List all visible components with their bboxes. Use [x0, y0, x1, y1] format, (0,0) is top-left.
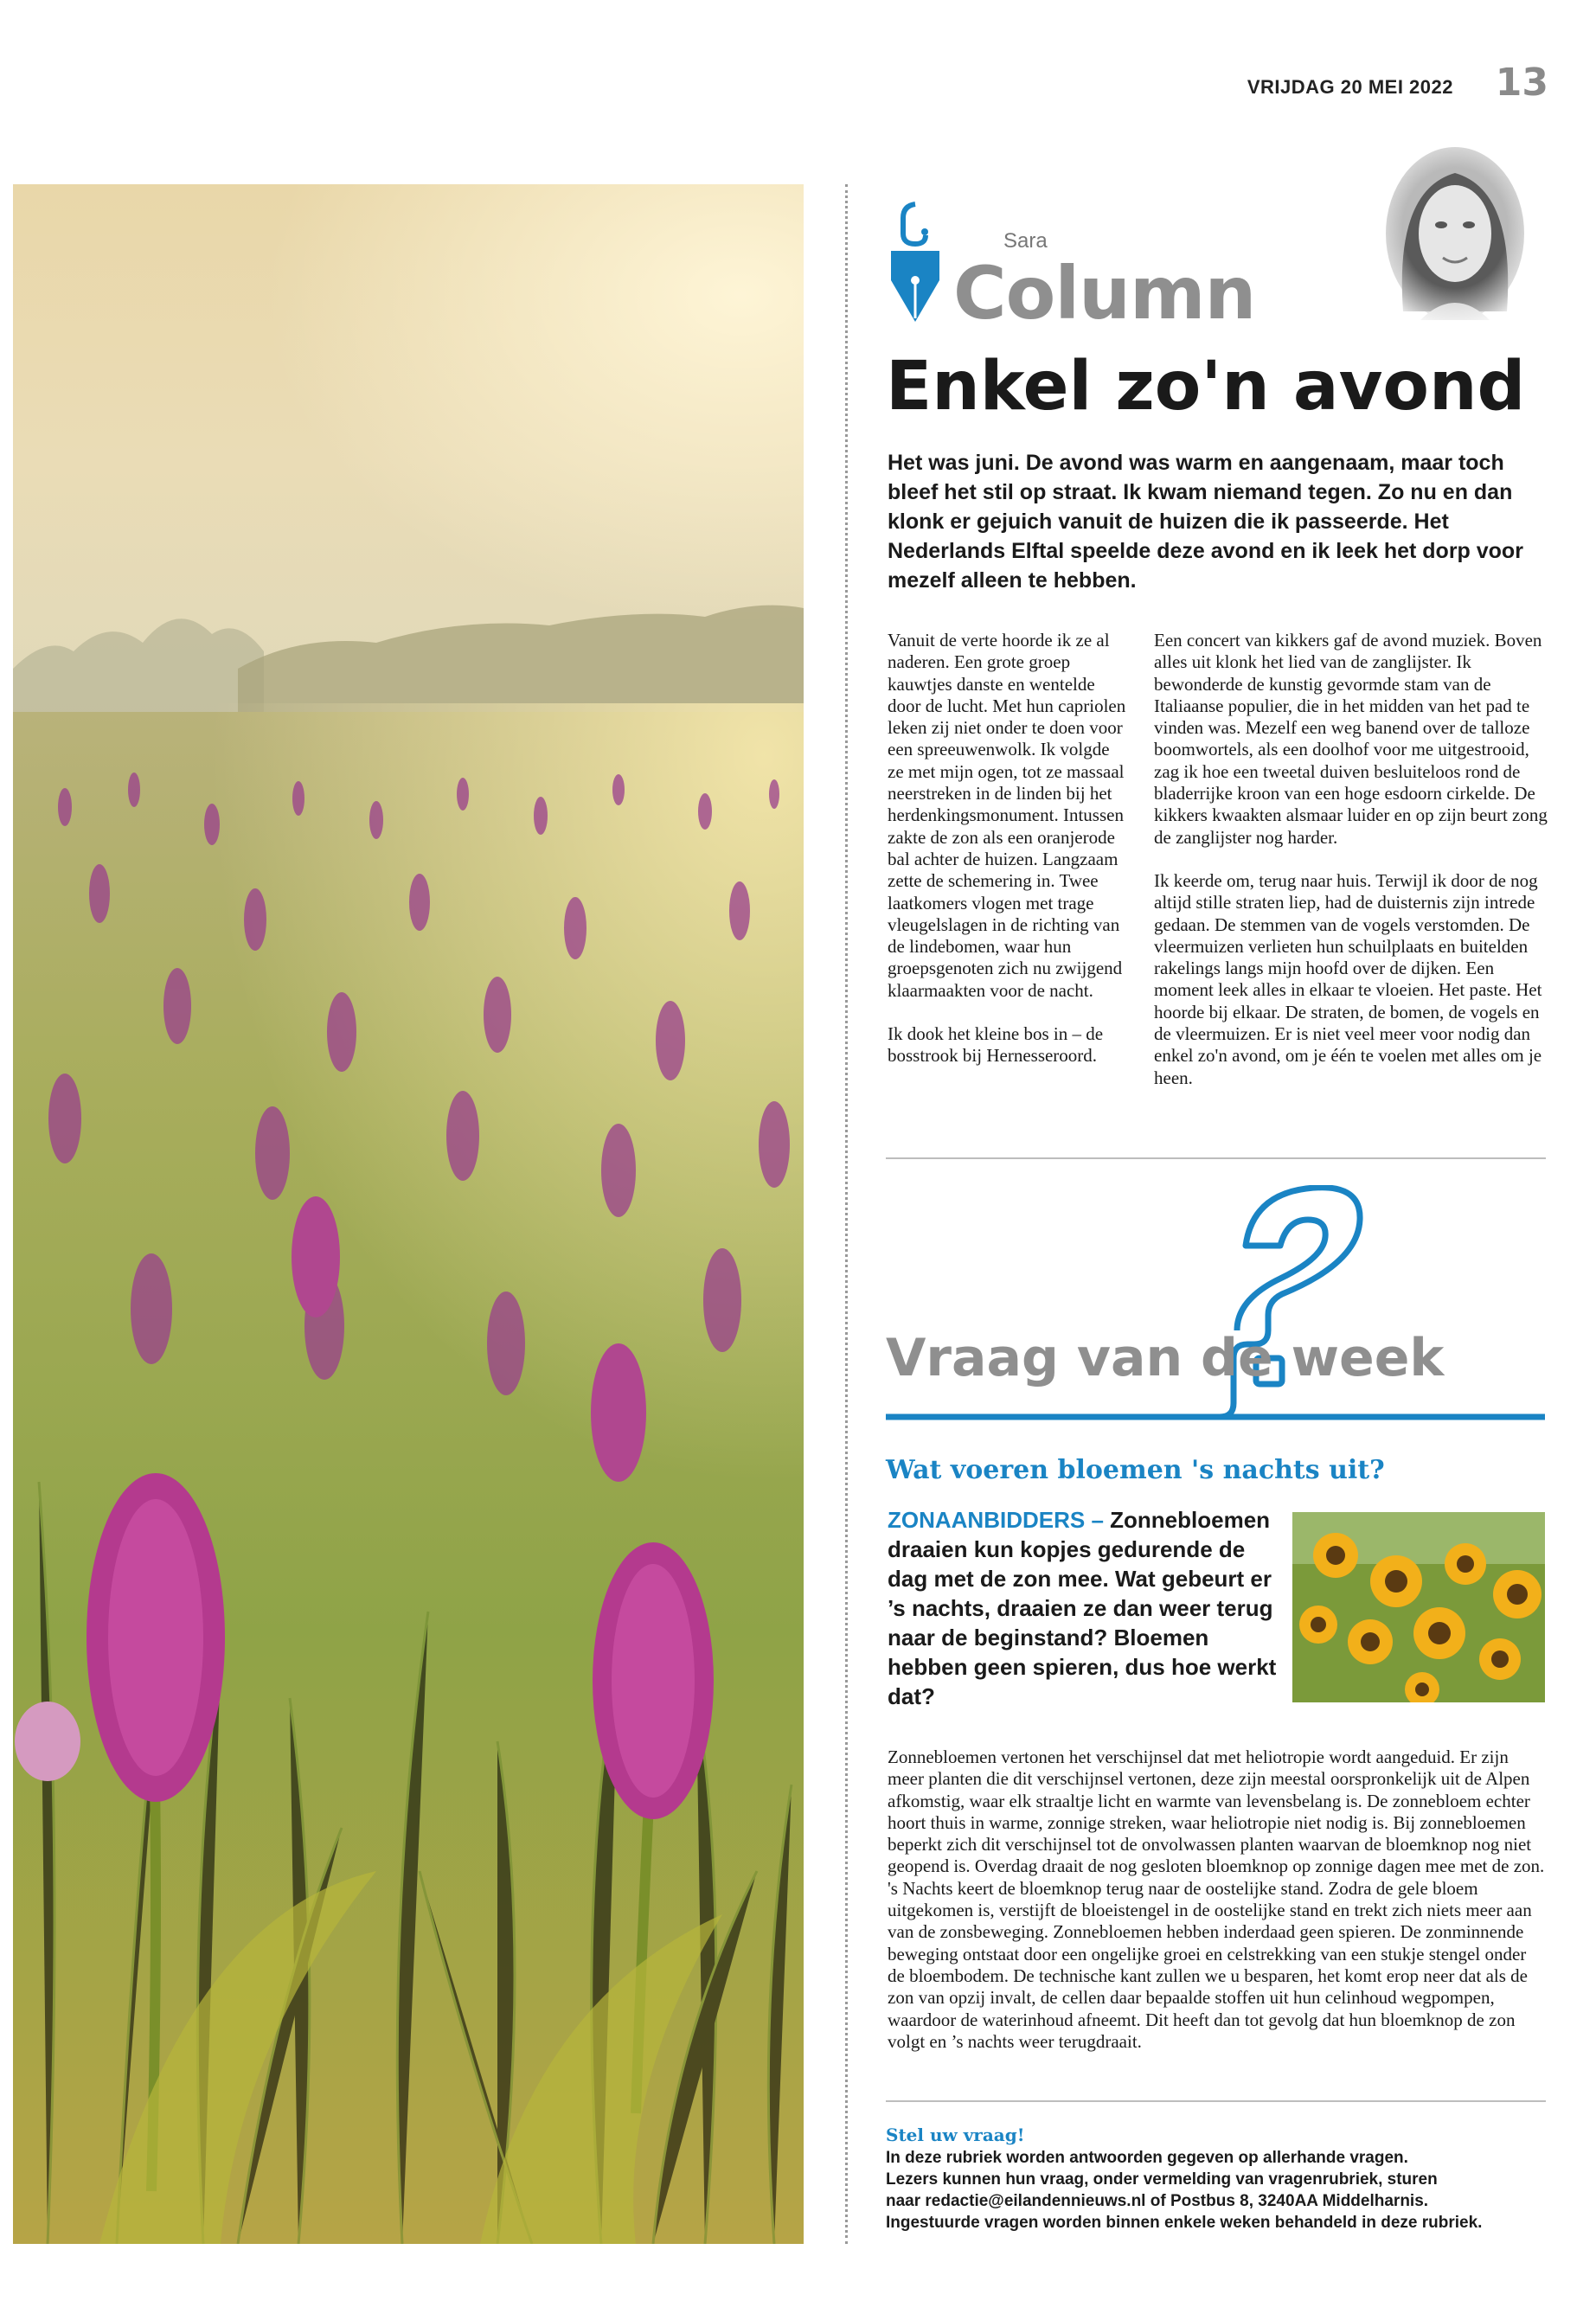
question-heading: Wat voeren bloemen 's nachts uit?: [886, 1455, 1385, 1485]
submit-question-box: [886, 2125, 1552, 2234]
question-mark-icon: [874, 1185, 1557, 1427]
sunflowers-photo: [1292, 1512, 1545, 1702]
footer-line: In deze rubriek worden antwoorden gegeven op allerhande vragen.: [886, 2149, 1408, 2167]
column-intro: Het was juni. De avond was warm en aangenaam, maar toch bleef het stil op straat. Ik kwam niemand tegen. Zo nu en dan klonk er gejuich vanuit de huizen die ik passeerde. Het Nederlands Elftal speelde deze avond en ik leek het dorp voor mezelf alleen te hebben.: [888, 451, 1523, 593]
paragraph: Ik dook het kleine bos in – de bosstrook bij Hernesseroord.: [888, 1023, 1104, 1067]
paragraph: Ik keerde om, terug naar huis. Terwijl ik door de nog altijd stille straten liep, had de duisternis zijn intrede gedaan. De stemmen van de vogels verstomden. De vleermuizen verlieten hun schuilplaats en buitelden rakelings langs mijn hoofd over de dijken. Een moment leek alles in elkaar te vloeien. Het paste. Het hoorde bij elkaar. De straten, de bomen, de vogels en de vleermuizen. Er is niet veel meer voor nodig dan enkel zo'n avond, om je één te voelen met alles om je heen.: [1154, 869, 1542, 1088]
footer-heading: Stel uw vraag!: [886, 2125, 1025, 2145]
lead-text: Zonnebloemen draaien kun kopjes gedurende de dag met de zon mee. Wat gebeurt er ’s nachts, draaien ze dan weer terug naar de beginstand? Bloemen hebben geen spieren, dus hoe werkt dat?: [888, 1507, 1277, 1709]
column-author: Sara: [1003, 229, 1048, 253]
paragraph: Een concert van kikkers gaf de avond muziek. Boven alles uit klonk het lied van de zanglijster. Ik bewonderde de kunstig gevormde stam van de Italiaanse populier, die in het midden van het pad te vinden was. Mezelf een weg banend over de talloze boomwortels, als een doolhof voor me uitgestrooid, zag ik hoe een tweetal duiven besluiteloos rond de bladerrijke kroon van een hoge esdoorn cirkelde. De kikkers kwaakten alsmaar luider en op zijn beurt zong de zanglijster nog harder.: [1154, 630, 1548, 848]
question-lead: [888, 1505, 1277, 1711]
column-text-left: [888, 630, 1130, 1067]
author-portrait: [1368, 138, 1542, 337]
footer-line: naar redactie@eilandennieuws.nl of Postbus 8, 3240AA Middelharnis.: [886, 2192, 1429, 2210]
section-title-vraag: Vraag van de week: [886, 1328, 1445, 1388]
footer-divider: [886, 2100, 1546, 2102]
footer-text: [886, 2147, 1552, 2234]
orchid-meadow-photo: [13, 184, 804, 2244]
page-number: 13: [1495, 61, 1548, 105]
answer-text: Zonnebloemen vertonen het verschijnsel dat met heliotropie wordt aangeduid. Er zijn meer planten die dit verschijnsel vertonen, deze zijn meestal oorspronkelijk uit de Alpen afkomstig, waar elk straaltje licht en warmte van levensbelang is. De zonnebloem echter hoort thuis in warme, zonnige streken, waar heliotropie niet nodig is. Bij zonnebloemen beperkt zich dit verschijnsel tot de onvolwassen planten waarvan de bloemknop nog niet geopend is. Overdag draait de nog gesloten bloemknop op zonnige dagen mee met de zon. 's Nachts keert de bloemknop terug naar de oostelijke stand. Zodra de gele bloem uitgekomen is, verstijft de bloeistengel in de oostelijke stand en trekt zich niets meer aan van de zonsbeweging. Zonnebloemen hebben inderdaad geen spieren. De zonminnende beweging ontstaat door een ongelijke groei en celstrekking van een stukje stengel onder de bloembodem. De technische kant zullen we u besparen, het komt erop neer dat als de zon van opzij invalt, de cellen daar bepaalde stoffen uit hun celinhoud wegpompen, waardoor de waterinhoud afneemt. Dit heeft dan tot gevolg dat hun bloemknop de zon volgt en ’s nachts weer terugdraait.: [888, 1747, 1545, 2052]
footer-line: Lezers kunnen hun vraag, onder vermelding van vragenrubriek, sturen: [886, 2170, 1438, 2189]
vertical-divider: [845, 184, 848, 2244]
section-divider: [886, 1157, 1546, 1159]
column-text-right: [1154, 630, 1552, 1089]
column-title: Enkel zo'n avond: [886, 348, 1526, 426]
footer-line: Ingestuurde vragen worden binnen enkele weken behandeld in deze rubriek.: [886, 2214, 1483, 2232]
issue-date: VRIJDAG 20 MEI 2022: [1247, 76, 1453, 98]
paragraph: Vanuit de verte hoorde ik ze al naderen. Een grote groep kauwtjes danste en wentelde door de lucht. Met hun capriolen leken zij niet onder te doen voor een spreeuwenwolk. Ik volgde ze met mijn ogen, tot ze massaal neerstreken in de linden bij het herdenkingsmonument. Intussen zakte de zon als een oranjerode bal achter de huizen. Langzaam zette de schemering in. Twee laatkomers vlogen met trage vleugelslagen in de richting van de lindebomen, waar hun groepsgenoten zich nu zwijgend klaarmaakten voor de nacht.: [888, 630, 1126, 1001]
fountain-pen-icon: [884, 201, 946, 339]
column-label: Column: [953, 251, 1256, 336]
lead-kicker: ZONAANBIDDERS –: [888, 1507, 1104, 1533]
